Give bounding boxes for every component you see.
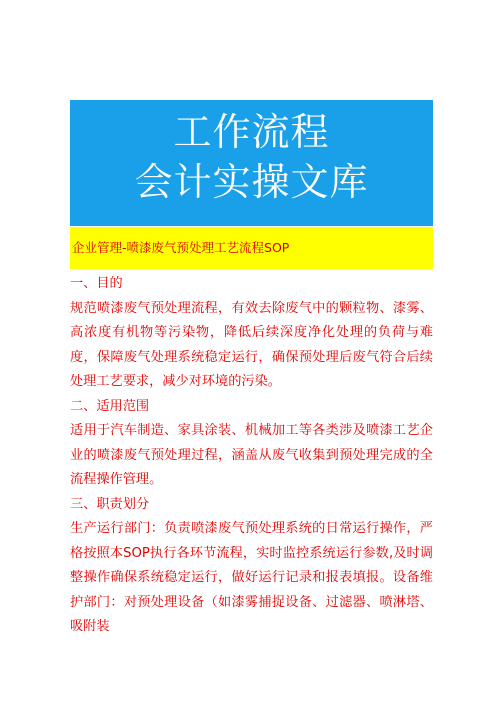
section-body-responsibilities: 生产运行部门：负责喷漆废气预处理系统的日常运行操作，严格按照本SOP执行各环节流程，实时监控系统运行参数,及时调整操作确保系统稳定运行，做好运行记录和报表填报。设备维护部门：对预处理设备（如漆雾捕捉设备、过滤器、喷淋塔、吸附装 xyxy=(70,521,433,634)
title-banner xyxy=(70,100,433,226)
document-subtitle: 企业管理-喷漆废气预处理工艺流程SOP xyxy=(72,240,290,255)
section-heading-responsibilities: 三、职责划分 xyxy=(70,496,150,512)
banner-title-line2: 会计实操文库 xyxy=(134,160,369,204)
section-heading-purpose: 一、目的 xyxy=(70,276,123,291)
document-body xyxy=(70,272,433,640)
section-heading-scope: 二、适用范围 xyxy=(70,398,150,414)
section-body-scope: 适用于汽车制造、家具涂装、机械加工等各类涉及喷漆工艺企业的喷漆废气预处理过程，涵盖从废气收集到预处理完成的全流程操作管理。 xyxy=(70,423,433,487)
section-body-purpose: 规范喷漆废气预处理流程，有效去除废气中的颗粒物、漆雾、高浓度有机物等污染物，降低后续深度净化处理的负荷与难度，保障废气处理系统稳定运行，确保预处理后废气符合后续处理工艺要求，减少对环境的污染。 xyxy=(70,300,433,389)
banner-title-line1: 工作流程 xyxy=(173,110,330,154)
subtitle-bar xyxy=(70,227,433,269)
